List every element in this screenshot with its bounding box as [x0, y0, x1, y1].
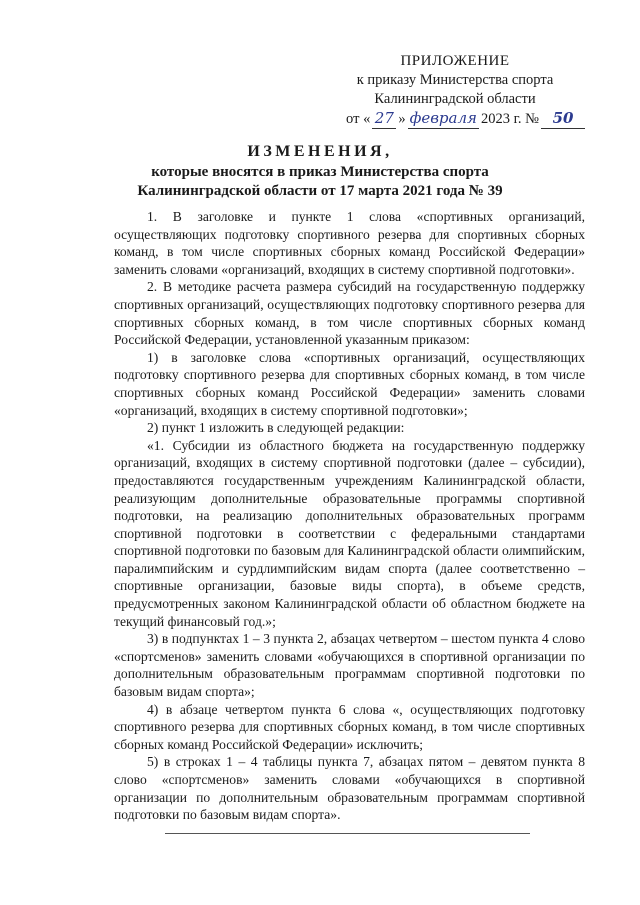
document-body	[114, 208, 585, 824]
appendix-dateline	[325, 109, 585, 129]
handwritten-month: февраля	[409, 109, 477, 127]
paragraph: 4) в абзаце четвертом пункта 6 слова «, осуществляющих подготовку спортивного резерва для спортивных сборных команд, в том числе спортивных сборных команд Российской Федерации» исключить;	[114, 701, 585, 752]
paragraph: 2) пункт 1 изложить в следующей редакции:	[147, 420, 405, 436]
paragraph: 1) в заголовке слова «спортивных организаций, осуществляющих подготовку спортивного резерва для спортивных сборных команд, в том числе спортивных сборных команд Российской Федерации» заменить словами «организаций, входящих в систему спортивной подготовки»;	[114, 349, 585, 418]
document-heading	[110, 142, 530, 201]
paragraph: 5) в строках 1 – 4 таблицы пункта 7, абзацах пятом – девятом пункта 8 слово «спортсменов» заменить словами «обучающихся в спортивной организации по дополнительным образовательным программам спортивной подготовки по базовым видам спорта».	[114, 754, 585, 823]
paragraph: «1. Субсидии из областного бюджета на государственную поддержку организаций, входящих в систему спортивной подготовки (далее – субсидии), предоставляются государственным учреждениям Калининградской области, реализующим дополнительные образовательные программы спортивной подготовки, на реализацию дополнительных образовательных программ спортивной подготовки в соответствии с федеральными стандартами спортивной подготовки по базовым для Калининградской области олимпийским, паралимпийским и сурдлимпийским видам спорта (далее соответственно – спортивные организации, базовые виды спорта), в объеме средств, предусмотренных законом Калининградской области об областном бюджете на текущий финансовый год.»;	[114, 437, 585, 629]
date-year: 2023 г. №	[480, 111, 539, 127]
appendix-line-order: к приказу Министерства спорта	[356, 72, 554, 88]
closing-rule	[165, 833, 530, 834]
heading-subtitle: которые вносятся в приказ Министерства спорта Калининградской области от 17 марта 2021 года № 39	[137, 164, 503, 199]
appendix-block	[325, 52, 585, 129]
paragraph: 2. В методике расчета размера субсидий на государственную поддержку спортивных организаций, осуществляющих подготовку спортивного резерва для спортивных сборных команд, в том числе спортивных сборных команд Российской Федерации, установленной указанным приказом:	[114, 279, 585, 348]
appendix-line-region: Калининградской области	[374, 91, 536, 107]
paragraph: 1. В заголовке и пункте 1 слова «спортивных организаций, осуществляющих подготовку спортивного резерва для спортивных сборных команд, в том числе спортивных сборных команд Российской Федерации» заменить словами «организаций, входящих в систему спортивной подготовки».	[114, 209, 585, 277]
handwritten-order-number: 50	[541, 109, 585, 129]
date-prefix: от «	[346, 111, 371, 127]
paragraph: 3) в подпунктах 1 – 3 пункта 2, абзацах четвертом – шестом пункта 4 слово «спортсменов» заменить словами «обучающихся в спортивной организации по дополнительным образовательным программам спортивной подготовки по базовым видам спорта»;	[114, 631, 585, 700]
date-mid: »	[398, 111, 406, 127]
appendix-title: ПРИЛОЖЕНИЕ	[400, 53, 510, 69]
heading-title: ИЗМЕНЕНИЯ,	[247, 143, 393, 160]
handwritten-day: 27	[372, 109, 396, 129]
